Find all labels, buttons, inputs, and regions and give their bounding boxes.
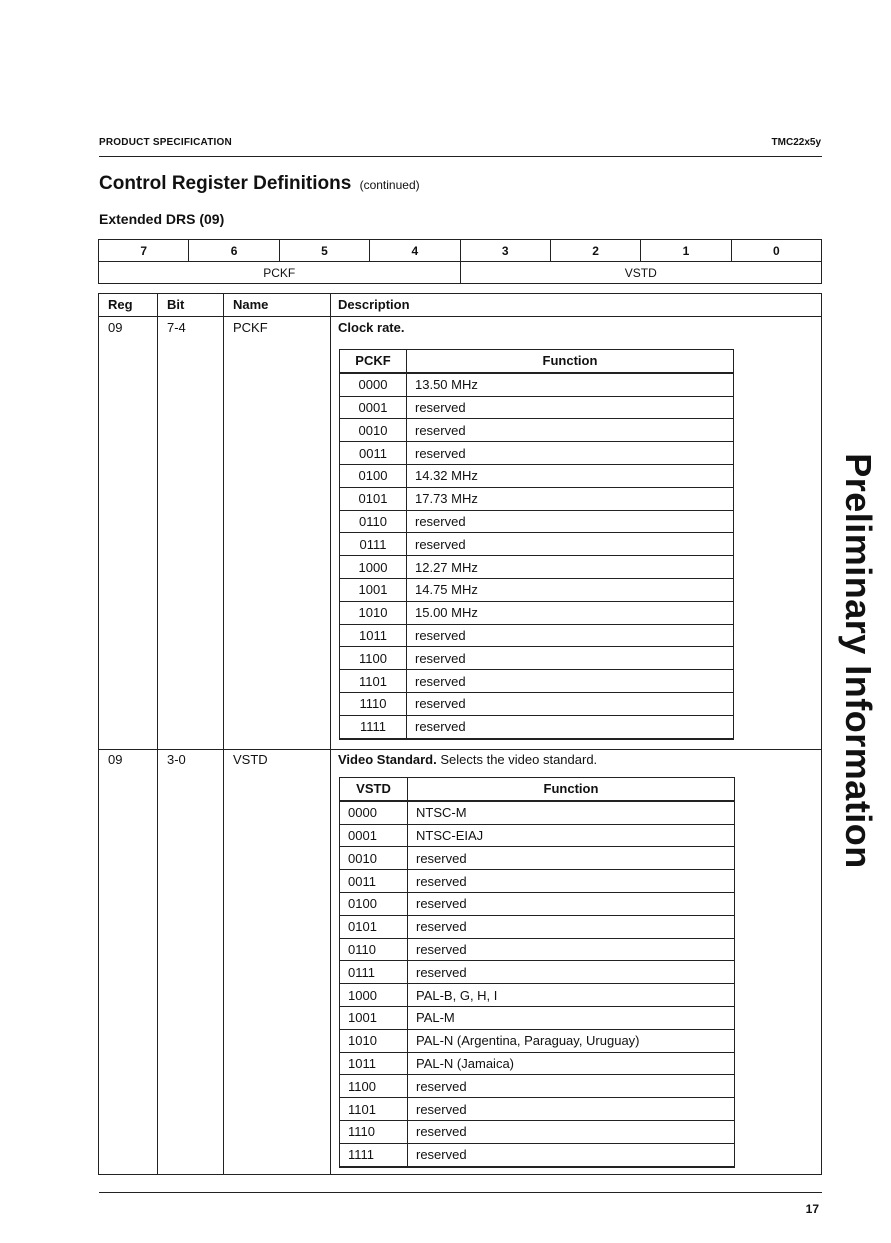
bit-code: 1000 xyxy=(340,556,407,579)
bit-code: 1000 xyxy=(340,984,408,1007)
function-table-row xyxy=(340,892,735,915)
function-table-row xyxy=(340,578,734,601)
bit-code: 1001 xyxy=(340,578,407,601)
bit-number: 3 xyxy=(460,240,550,262)
function-value: 12.27 MHz xyxy=(407,556,734,579)
register-subtitle: Extended DRS (09) xyxy=(99,211,225,227)
function-table-row xyxy=(340,647,734,670)
function-value: 14.75 MHz xyxy=(407,578,734,601)
function-value: PAL-B, G, H, I xyxy=(408,984,735,1007)
bit-field-row xyxy=(99,262,822,284)
function-table-row xyxy=(340,556,734,579)
bit-code: 1111 xyxy=(340,715,407,738)
header-divider xyxy=(99,156,822,157)
bit-code: 1110 xyxy=(340,1120,408,1143)
bit-code: 1011 xyxy=(340,1052,408,1075)
function-table-row xyxy=(340,1006,735,1029)
bit-code: 0101 xyxy=(340,487,407,510)
bit-number: 6 xyxy=(189,240,279,262)
function-value: reserved xyxy=(407,624,734,647)
function-table-row xyxy=(340,961,735,984)
bit-number: 1 xyxy=(641,240,731,262)
function-value: reserved xyxy=(407,510,734,533)
row-reg: 09 xyxy=(108,752,123,767)
function-value: reserved xyxy=(408,915,735,938)
row-name: VSTD xyxy=(233,752,268,767)
bit-number: 7 xyxy=(99,240,189,262)
function-table-row xyxy=(340,396,734,419)
bit-code: 1100 xyxy=(340,1075,408,1098)
function-table-row xyxy=(340,984,735,1007)
row-bit: 7-4 xyxy=(167,320,186,335)
column-header-description: Description xyxy=(338,297,410,312)
row-name: PCKF xyxy=(233,320,268,335)
bit-code: 0011 xyxy=(340,870,408,893)
pckf-function-table xyxy=(339,349,734,740)
document-header-label: PRODUCT SPECIFICATION xyxy=(99,137,232,148)
bit-code: 1010 xyxy=(340,601,407,624)
function-value: 17.73 MHz xyxy=(407,487,734,510)
bit-code: 0110 xyxy=(340,938,408,961)
section-title xyxy=(99,173,420,195)
function-table-row xyxy=(340,601,734,624)
function-value: reserved xyxy=(408,1143,735,1166)
section-title-text: Control Register Definitions xyxy=(99,173,352,194)
function-value: reserved xyxy=(407,715,734,738)
bit-code: 0001 xyxy=(340,824,408,847)
function-table-header xyxy=(340,778,735,801)
function-value: reserved xyxy=(407,647,734,670)
column-divider xyxy=(223,294,224,1174)
code-column-header: PCKF xyxy=(340,350,407,373)
column-header-reg: Reg xyxy=(108,297,133,312)
bit-code: 0000 xyxy=(340,801,408,824)
row-description xyxy=(338,320,404,335)
function-column-header: Function xyxy=(407,350,734,373)
bit-field-pckf: PCKF xyxy=(99,262,461,284)
function-value: reserved xyxy=(407,692,734,715)
column-divider xyxy=(157,294,158,1174)
function-value: 14.32 MHz xyxy=(407,464,734,487)
bit-code: 0010 xyxy=(340,847,408,870)
bit-code: 0010 xyxy=(340,419,407,442)
function-table-row xyxy=(340,1029,735,1052)
column-divider xyxy=(330,294,331,1174)
bit-map-table xyxy=(98,239,822,284)
function-table-row xyxy=(340,715,734,738)
bit-code: 0100 xyxy=(340,892,408,915)
bit-code: 0011 xyxy=(340,442,407,465)
function-table-row xyxy=(340,1098,735,1121)
bit-code: 0001 xyxy=(340,396,407,419)
function-table-row xyxy=(340,847,735,870)
function-value: reserved xyxy=(408,892,735,915)
function-table-header xyxy=(340,350,734,373)
footer-divider xyxy=(99,1192,822,1193)
bit-number: 5 xyxy=(279,240,369,262)
function-table-row xyxy=(340,692,734,715)
bit-code: 1011 xyxy=(340,624,407,647)
function-value: reserved xyxy=(408,847,735,870)
function-value: reserved xyxy=(408,870,735,893)
function-table-row xyxy=(340,1075,735,1098)
function-value: reserved xyxy=(408,1075,735,1098)
function-value: NTSC-EIAJ xyxy=(408,824,735,847)
function-table-row xyxy=(340,1052,735,1075)
bit-code: 0111 xyxy=(340,961,408,984)
function-table-row xyxy=(340,870,735,893)
bit-code: 1100 xyxy=(340,647,407,670)
row-divider xyxy=(99,749,821,750)
bit-code: 0100 xyxy=(340,464,407,487)
row-bit: 3-0 xyxy=(167,752,186,767)
function-table-row xyxy=(340,801,735,824)
bit-code: 0101 xyxy=(340,915,408,938)
function-table-row xyxy=(340,442,734,465)
description-lead: Clock rate. xyxy=(338,320,405,335)
bit-code: 1110 xyxy=(340,692,407,715)
vstd-function-table xyxy=(339,777,735,1168)
bit-number: 2 xyxy=(550,240,640,262)
register-definition-table xyxy=(98,293,822,1175)
bit-code: 0111 xyxy=(340,533,407,556)
function-value: 13.50 MHz xyxy=(407,373,734,396)
function-value: PAL-N (Jamaica) xyxy=(408,1052,735,1075)
function-value: reserved xyxy=(408,938,735,961)
section-title-continued: (continued) xyxy=(359,178,420,192)
column-header-bit: Bit xyxy=(167,297,185,312)
bit-number-row xyxy=(99,240,822,262)
function-value: reserved xyxy=(408,1098,735,1121)
function-table-row xyxy=(340,670,734,693)
function-table-row xyxy=(340,824,735,847)
function-value: reserved xyxy=(408,961,735,984)
bit-number: 0 xyxy=(731,240,821,262)
function-table-row xyxy=(340,915,735,938)
function-value: reserved xyxy=(407,442,734,465)
row-description xyxy=(338,752,597,767)
function-table-row xyxy=(340,419,734,442)
function-table-row xyxy=(340,938,735,961)
bit-code: 1111 xyxy=(340,1143,408,1166)
function-table-row xyxy=(340,1143,735,1166)
description-text: Selects the video standard. xyxy=(436,752,598,767)
bit-field-vstd: VSTD xyxy=(460,262,822,284)
function-table-row xyxy=(340,624,734,647)
side-banner xyxy=(838,436,878,886)
function-value: reserved xyxy=(407,396,734,419)
description-lead: Video Standard. xyxy=(338,752,437,767)
bit-number: 4 xyxy=(370,240,460,262)
function-table-row xyxy=(340,533,734,556)
page-number: 17 xyxy=(805,1202,819,1216)
function-value: 15.00 MHz xyxy=(407,601,734,624)
code-column-header: VSTD xyxy=(340,778,408,801)
row-reg: 09 xyxy=(108,320,123,335)
column-header-name: Name xyxy=(233,297,269,312)
function-value: PAL-M xyxy=(408,1006,735,1029)
function-table-row xyxy=(340,487,734,510)
bit-code: 1101 xyxy=(340,670,407,693)
function-table-row xyxy=(340,464,734,487)
side-banner-text: Preliminary Information xyxy=(838,453,879,869)
bit-code: 0000 xyxy=(340,373,407,396)
bit-code: 1101 xyxy=(340,1098,408,1121)
function-value: NTSC-M xyxy=(408,801,735,824)
header-row-divider xyxy=(99,316,821,317)
function-value: PAL-N (Argentina, Paraguay, Uruguay) xyxy=(408,1029,735,1052)
bit-code: 0110 xyxy=(340,510,407,533)
function-table-row xyxy=(340,373,734,396)
function-table-row xyxy=(340,1120,735,1143)
part-number: TMC22x5y xyxy=(771,137,821,148)
bit-code: 1010 xyxy=(340,1029,408,1052)
bit-code: 1001 xyxy=(340,1006,408,1029)
function-table-row xyxy=(340,510,734,533)
function-value: reserved xyxy=(407,419,734,442)
function-value: reserved xyxy=(407,533,734,556)
function-value: reserved xyxy=(408,1120,735,1143)
function-column-header: Function xyxy=(408,778,735,801)
function-value: reserved xyxy=(407,670,734,693)
